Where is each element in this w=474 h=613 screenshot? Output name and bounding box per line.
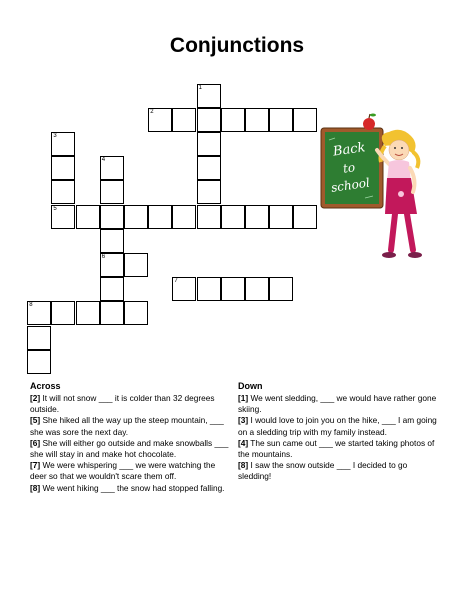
grid-cell[interactable]	[269, 205, 293, 229]
grid-cell[interactable]	[245, 205, 269, 229]
clue-number: 2	[150, 108, 154, 115]
grid-cell[interactable]	[197, 156, 221, 180]
grid-cell[interactable]	[100, 156, 124, 180]
grid-cell[interactable]	[172, 205, 196, 229]
grid-cell[interactable]	[100, 253, 124, 277]
grid-cell[interactable]	[197, 84, 221, 108]
down-clues	[238, 380, 438, 483]
clue-number: 3	[53, 133, 57, 139]
grid-cell[interactable]	[172, 277, 196, 301]
grid-cell[interactable]	[27, 326, 51, 350]
chalkboard-text-1: Back	[332, 140, 367, 160]
girl-illustration	[377, 130, 422, 258]
clue-down-4: [4] The sun came out ___ we started taking photos of the mountains.	[238, 437, 435, 460]
grid-cell[interactable]	[221, 277, 245, 301]
page-title: Conjunctions	[169, 34, 305, 57]
clue-across-8: [8] We went hiking ___ the snow had stopped falling.	[30, 482, 225, 493]
chalkboard-text-2: to	[342, 160, 356, 176]
clue-down-3: [3] I would love to join you on the hike, ___ I am going on a sledding trip with my family instead.	[238, 415, 437, 437]
grid-cell[interactable]	[197, 180, 221, 204]
chalkboard-text-3: school	[330, 175, 371, 195]
down-heading: Down	[238, 381, 263, 391]
grid-cell[interactable]	[100, 229, 124, 253]
clue-down-8: [8] I saw the snow outside ___ I decided to go sledding!	[238, 460, 408, 482]
grid-cell[interactable]	[51, 156, 75, 180]
grid-cell[interactable]	[51, 132, 75, 156]
grid-cell[interactable]	[293, 108, 317, 132]
clue-number: 8	[29, 302, 33, 309]
clue-number: 6	[101, 254, 106, 260]
grid-cell[interactable]	[221, 205, 245, 229]
grid-cell[interactable]	[245, 108, 269, 132]
grid-cell[interactable]	[148, 205, 172, 229]
grid-cell[interactable]	[100, 180, 124, 204]
grid-cell[interactable]	[27, 301, 51, 325]
grid-cell[interactable]	[76, 205, 100, 229]
clue-number: 1	[198, 84, 202, 91]
clue-down-1: [1] We went sledding, ___ we would have rather gone skiing.	[238, 393, 437, 415]
grid-cell[interactable]	[245, 277, 269, 301]
back-to-school-clipart	[315, 110, 425, 275]
grid-cell[interactable]	[124, 253, 148, 277]
grid-cell[interactable]	[124, 301, 148, 325]
clue-number: 7	[174, 278, 178, 285]
grid-cell[interactable]	[27, 350, 51, 374]
grid-cell[interactable]	[269, 277, 293, 301]
grid-cell[interactable]	[197, 205, 221, 229]
grid-cell[interactable]	[172, 108, 196, 132]
clue-across-7: [7] We were whispering ___ we were watching the deer so that we wouldn't scare them off.	[30, 460, 216, 482]
clue-across-5: [5] She hiked all the way up the steep mountain, ___ she was sore the next day.	[30, 415, 224, 437]
grid-cell[interactable]	[124, 205, 148, 229]
grid-cell[interactable]	[100, 301, 124, 325]
across-clues	[30, 380, 230, 494]
clue-across-6: [6] She will either go outside and make snowballs ___ she will stay in and make hot chocolate.	[30, 437, 229, 460]
grid-cell[interactable]	[197, 108, 221, 132]
grid-cell[interactable]	[76, 301, 100, 325]
grid-cell[interactable]	[293, 205, 317, 229]
grid-cell[interactable]	[269, 108, 293, 132]
clue-number: 4	[101, 157, 106, 164]
grid-cell[interactable]	[197, 277, 221, 301]
grid-cell[interactable]	[51, 205, 75, 229]
clue-number: 5	[53, 205, 57, 212]
grid-cell[interactable]	[100, 277, 124, 301]
across-heading: Across	[30, 381, 61, 391]
grid-cell[interactable]	[221, 108, 245, 132]
grid-cell[interactable]	[51, 301, 75, 325]
grid-cell[interactable]	[148, 108, 172, 132]
clue-across-2: [2] It will not snow ___ it is colder than 32 degrees outside.	[30, 393, 215, 415]
grid-cell[interactable]	[100, 205, 124, 229]
grid-cell[interactable]	[51, 180, 75, 204]
grid-cell[interactable]	[197, 132, 221, 156]
